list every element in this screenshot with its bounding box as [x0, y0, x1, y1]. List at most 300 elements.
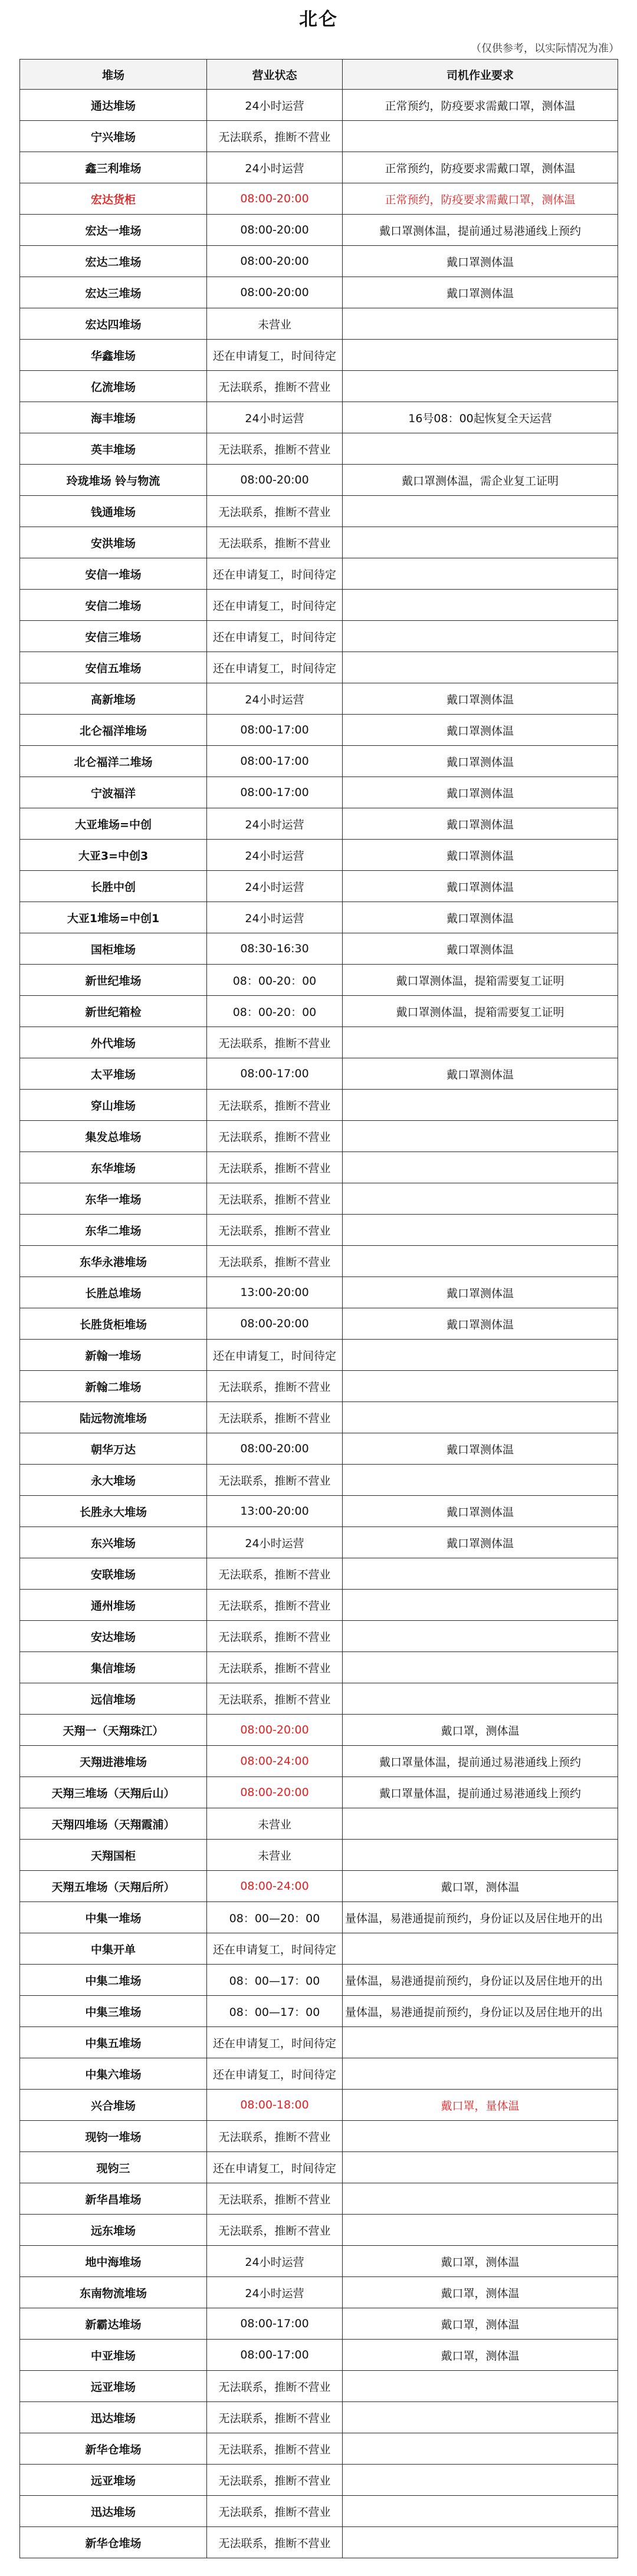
yard-name-cell: 北仑福洋堆场 — [20, 715, 207, 746]
requirement-cell — [343, 1027, 618, 1058]
requirement-cell — [343, 1621, 618, 1652]
requirement-cell — [343, 1371, 618, 1402]
requirement-cell — [343, 2371, 618, 2402]
requirement-cell — [343, 2183, 618, 2215]
table-row — [20, 2433, 618, 2465]
yard-name-cell: 大亚堆场=中创 — [20, 808, 207, 840]
requirement-cell: 戴口罩，测体温 — [343, 2246, 618, 2277]
yard-name-cell: 远亚堆场 — [20, 2465, 207, 2496]
requirement-cell — [343, 2027, 618, 2058]
status-cell: 无法联系，推断不营业 — [207, 121, 343, 152]
table-row — [20, 1558, 618, 1590]
requirement-cell — [343, 121, 618, 152]
requirement-cell — [343, 1590, 618, 1621]
table-row — [20, 1683, 618, 1715]
table-row — [20, 246, 618, 277]
status-cell: 08:00-20:00 — [207, 1777, 343, 1808]
requirement-cell: 戴口罩测体温 — [343, 777, 618, 808]
yard-name-cell: 天翔一（天翔珠江） — [20, 1715, 207, 1746]
requirement-cell: 量体温，易港通提前预约，身份证以及居住地开的出 — [343, 1996, 618, 2027]
yard-name-cell: 新世纪堆场 — [20, 965, 207, 996]
table-row — [20, 1371, 618, 1402]
table-row — [20, 2340, 618, 2371]
status-cell: 无法联系，推断不营业 — [207, 1683, 343, 1715]
yard-name-cell: 新华仓堆场 — [20, 2433, 207, 2465]
status-cell: 08:00-17:00 — [207, 746, 343, 777]
requirement-cell: 戴口罩测体温 — [343, 1527, 618, 1558]
requirement-cell — [343, 2215, 618, 2246]
table-row — [20, 1340, 618, 1371]
table-row — [20, 683, 618, 715]
yard-name-cell: 中集五堆场 — [20, 2027, 207, 2058]
table-row — [20, 371, 618, 402]
status-cell: 08:00-17:00 — [207, 1058, 343, 1090]
status-cell: 还在申请复工，时间待定 — [207, 1340, 343, 1371]
table-row — [20, 152, 618, 183]
status-cell: 无法联系，推断不营业 — [207, 1027, 343, 1058]
yard-name-cell: 中集三堆场 — [20, 1996, 207, 2027]
yard-name-cell: 东华一堆场 — [20, 1183, 207, 1215]
yard-name-cell: 安达堆场 — [20, 1621, 207, 1652]
status-cell: 08:00-24:00 — [207, 1871, 343, 1902]
table-row — [20, 652, 618, 683]
table-row — [20, 1871, 618, 1902]
status-cell: 还在申请复工，时间待定 — [207, 1933, 343, 1965]
yard-name-cell: 中集开单 — [20, 1933, 207, 1965]
table-row — [20, 2308, 618, 2340]
status-cell: 08：00-20：00 — [207, 996, 343, 1027]
table-row — [20, 2027, 618, 2058]
status-cell: 无法联系，推断不营业 — [207, 1590, 343, 1621]
table-row — [20, 1402, 618, 1433]
table-row — [20, 2246, 618, 2277]
yard-name-cell: 宏达一堆场 — [20, 215, 207, 246]
yard-name-cell: 太平堆场 — [20, 1058, 207, 1090]
yard-name-cell: 安洪堆场 — [20, 527, 207, 558]
yard-name-cell: 新霸达堆场 — [20, 2308, 207, 2340]
yard-name-cell: 国柜堆场 — [20, 933, 207, 965]
table-row — [20, 527, 618, 558]
yard-name-cell: 宏达三堆场 — [20, 277, 207, 308]
status-cell: 08:00-17:00 — [207, 2340, 343, 2371]
yard-name-cell: 天翔三堆场（天翔后山） — [20, 1777, 207, 1808]
yard-name-cell: 宏达二堆场 — [20, 246, 207, 277]
yard-name-cell: 天翔进港堆场 — [20, 1746, 207, 1777]
table-row — [20, 1965, 618, 1996]
requirement-cell: 戴口罩测体温 — [343, 1308, 618, 1340]
yard-name-cell: 新华昌堆场 — [20, 2183, 207, 2215]
requirement-cell — [343, 2496, 618, 2527]
table-body — [20, 90, 618, 2558]
yard-name-cell: 东华永港堆场 — [20, 1246, 207, 1277]
table-row — [20, 402, 618, 433]
requirement-cell — [343, 1840, 618, 1871]
status-cell: 未营业 — [207, 1840, 343, 1871]
status-cell: 08:00-20:00 — [207, 277, 343, 308]
yard-name-cell: 钱通堆场 — [20, 496, 207, 527]
status-cell: 08:00-20:00 — [207, 1308, 343, 1340]
status-cell: 无法联系，推断不营业 — [207, 1183, 343, 1215]
status-cell: 还在申请复工，时间待定 — [207, 340, 343, 371]
requirement-cell — [343, 308, 618, 340]
requirement-cell — [343, 2402, 618, 2433]
yard-name-cell: 迅达堆场 — [20, 2496, 207, 2527]
requirement-cell: 戴口罩测体温 — [343, 871, 618, 902]
table-row — [20, 2527, 618, 2558]
table-row — [20, 965, 618, 996]
table-row — [20, 808, 618, 840]
yard-name-cell: 天翔四堆场（天翔霞浦） — [20, 1808, 207, 1840]
status-cell: 无法联系，推断不营业 — [207, 1121, 343, 1152]
yard-name-cell: 中集一堆场 — [20, 1902, 207, 1933]
status-cell: 无法联系，推断不营业 — [207, 2183, 343, 2215]
requirement-cell — [343, 1215, 618, 1246]
status-cell: 无法联系，推断不营业 — [207, 371, 343, 402]
table-row — [20, 1246, 618, 1277]
status-cell: 无法联系，推断不营业 — [207, 433, 343, 465]
requirement-cell — [343, 1090, 618, 1121]
status-cell: 无法联系，推断不营业 — [207, 2465, 343, 2496]
yard-name-cell: 中集六堆场 — [20, 2058, 207, 2090]
yard-name-cell: 集发总堆场 — [20, 1121, 207, 1152]
table-row — [20, 121, 618, 152]
table-row — [20, 496, 618, 527]
requirement-cell — [343, 1402, 618, 1433]
table-row — [20, 902, 618, 933]
table-row — [20, 1777, 618, 1808]
yard-name-cell: 长胜永大堆场 — [20, 1496, 207, 1527]
yard-name-cell: 兴合堆场 — [20, 2090, 207, 2121]
status-cell: 无法联系，推断不营业 — [207, 1090, 343, 1121]
yard-name-cell: 华鑫堆场 — [20, 340, 207, 371]
table-row — [20, 1746, 618, 1777]
table-row — [20, 1121, 618, 1152]
status-cell: 无法联系，推断不营业 — [207, 2527, 343, 2558]
requirement-cell — [343, 2058, 618, 2090]
table-row — [20, 746, 618, 777]
status-cell: 24小时运营 — [207, 152, 343, 183]
requirement-cell — [343, 1340, 618, 1371]
yard-name-cell: 安信三堆场 — [20, 621, 207, 652]
status-cell: 未营业 — [207, 308, 343, 340]
yard-name-cell: 安信二堆场 — [20, 590, 207, 621]
status-cell: 08：00—17：00 — [207, 1996, 343, 2027]
status-cell: 24小时运营 — [207, 808, 343, 840]
status-cell: 无法联系，推断不营业 — [207, 1246, 343, 1277]
requirement-cell — [343, 2152, 618, 2183]
status-cell: 08:00-20:00 — [207, 1715, 343, 1746]
status-cell: 还在申请复工，时间待定 — [207, 2058, 343, 2090]
yard-name-cell: 东华二堆场 — [20, 1215, 207, 1246]
table-row — [20, 215, 618, 246]
table-row — [20, 1840, 618, 1871]
page-title: 北仑 — [299, 9, 338, 30]
requirement-cell — [343, 2121, 618, 2152]
table-row — [20, 933, 618, 965]
table-row — [20, 308, 618, 340]
status-cell: 08:00-20:00 — [207, 183, 343, 215]
yard-name-cell: 长胜总堆场 — [20, 1277, 207, 1308]
header-requirement: 司机作业要求 — [343, 60, 618, 90]
yard-name-cell: 新翰一堆场 — [20, 1340, 207, 1371]
table-row — [20, 2496, 618, 2527]
table-row — [20, 996, 618, 1027]
requirement-cell: 正常预约，防疫要求需戴口罩，测体温 — [343, 90, 618, 121]
table-row — [20, 1465, 618, 1496]
status-cell: 无法联系，推断不营业 — [207, 1465, 343, 1496]
status-cell: 无法联系，推断不营业 — [207, 1152, 343, 1183]
yard-name-cell: 宏达四堆场 — [20, 308, 207, 340]
table-row — [20, 1027, 618, 1058]
requirement-cell — [343, 433, 618, 465]
requirement-cell — [343, 1246, 618, 1277]
yard-name-cell: 外代堆场 — [20, 1027, 207, 1058]
status-cell: 08:00-20:00 — [207, 1433, 343, 1465]
status-cell: 无法联系，推断不营业 — [207, 2402, 343, 2433]
status-cell: 08：00-20：00 — [207, 965, 343, 996]
requirement-cell: 正常预约，防疫要求需戴口罩，测体温 — [343, 183, 618, 215]
requirement-cell: 正常预约，防疫要求需戴口罩，测体温 — [343, 152, 618, 183]
yard-name-cell: 中亚堆场 — [20, 2340, 207, 2371]
requirement-cell: 16号08：00起恢复全天运营 — [343, 402, 618, 433]
yard-name-cell: 大亚1堆场=中创1 — [20, 902, 207, 933]
table-row — [20, 340, 618, 371]
table-row — [20, 1996, 618, 2027]
status-cell: 无法联系，推断不营业 — [207, 2496, 343, 2527]
requirement-cell: 戴口罩，测体温 — [343, 2340, 618, 2371]
table-row — [20, 590, 618, 621]
status-cell: 无法联系，推断不营业 — [207, 1402, 343, 1433]
disclaimer-note: （仅供参考，以实际情况为准） — [471, 42, 619, 55]
table-row — [20, 1152, 618, 1183]
requirement-cell: 戴口罩测体温 — [343, 683, 618, 715]
status-cell: 08：00—17：00 — [207, 1965, 343, 1996]
status-cell: 24小时运营 — [207, 1527, 343, 1558]
status-cell: 还在申请复工，时间待定 — [207, 621, 343, 652]
status-cell: 08:00-17:00 — [207, 715, 343, 746]
table-row — [20, 2183, 618, 2215]
status-cell: 24小时运营 — [207, 683, 343, 715]
requirement-cell: 戴口罩测体温，提箱需要复工证明 — [343, 996, 618, 1027]
status-cell: 24小时运营 — [207, 840, 343, 871]
table-row — [20, 1277, 618, 1308]
status-cell: 还在申请复工，时间待定 — [207, 2152, 343, 2183]
yard-name-cell: 新翰二堆场 — [20, 1371, 207, 1402]
yard-name-cell: 大亚3=中创3 — [20, 840, 207, 871]
yard-name-cell: 新华仓堆场 — [20, 2527, 207, 2558]
yard-name-cell: 安信五堆场 — [20, 652, 207, 683]
requirement-cell — [343, 496, 618, 527]
table-row — [20, 90, 618, 121]
yard-name-cell: 天翔五堆场（天翔后所） — [20, 1871, 207, 1902]
yard-name-cell: 新世纪箱检 — [20, 996, 207, 1027]
table-row — [20, 433, 618, 465]
yard-name-cell: 集信堆场 — [20, 1652, 207, 1683]
requirement-cell: 戴口罩，测体温 — [343, 2308, 618, 2340]
yard-name-cell: 宁波福洋 — [20, 777, 207, 808]
yard-name-cell: 通达堆场 — [20, 90, 207, 121]
yard-name-cell: 北仑福洋二堆场 — [20, 746, 207, 777]
requirement-cell — [343, 590, 618, 621]
table-row — [20, 1933, 618, 1965]
yard-name-cell: 迅达堆场 — [20, 2402, 207, 2433]
requirement-cell — [343, 621, 618, 652]
requirement-cell — [343, 652, 618, 683]
requirement-cell: 戴口罩，量体温 — [343, 2090, 618, 2121]
table-row — [20, 558, 618, 590]
yard-name-cell: 海丰堆场 — [20, 402, 207, 433]
status-cell: 还在申请复工，时间待定 — [207, 652, 343, 683]
table-header-row — [20, 60, 618, 90]
table-row — [20, 2402, 618, 2433]
requirement-cell: 戴口罩测体温，提箱需要复工证明 — [343, 965, 618, 996]
status-cell: 无法联系，推断不营业 — [207, 2121, 343, 2152]
table-row — [20, 621, 618, 652]
requirement-cell — [343, 1808, 618, 1840]
requirement-cell — [343, 1183, 618, 1215]
status-cell: 13:00-20:00 — [207, 1496, 343, 1527]
table-row — [20, 2090, 618, 2121]
table-row — [20, 465, 618, 496]
yard-status-table — [19, 59, 618, 2558]
status-cell: 无法联系，推断不营业 — [207, 496, 343, 527]
yard-name-cell: 高新堆场 — [20, 683, 207, 715]
status-cell: 还在申请复工，时间待定 — [207, 2027, 343, 2058]
table-row — [20, 1808, 618, 1840]
requirement-cell: 戴口罩测体温 — [343, 746, 618, 777]
status-cell: 无法联系，推断不营业 — [207, 1621, 343, 1652]
yard-name-cell: 通州堆场 — [20, 1590, 207, 1621]
yard-name-cell: 玲珑堆场 铃与物流 — [20, 465, 207, 496]
yard-name-cell: 穿山堆场 — [20, 1090, 207, 1121]
status-cell: 24小时运营 — [207, 2277, 343, 2308]
status-cell: 08:00-20:00 — [207, 246, 343, 277]
table-row — [20, 1496, 618, 1527]
table-row — [20, 1590, 618, 1621]
requirement-cell — [343, 371, 618, 402]
yard-name-cell: 宏达货柜 — [20, 183, 207, 215]
requirement-cell: 戴口罩量体温，提前通过易港通线上预约 — [343, 1777, 618, 1808]
table-row — [20, 1652, 618, 1683]
status-cell: 08:00-18:00 — [207, 2090, 343, 2121]
requirement-cell — [343, 558, 618, 590]
yard-name-cell: 远东堆场 — [20, 2215, 207, 2246]
requirement-cell: 戴口罩量体温，提前通过易港通线上预约 — [343, 1746, 618, 1777]
table-row — [20, 2152, 618, 2183]
status-cell: 24小时运营 — [207, 90, 343, 121]
table-row — [20, 1715, 618, 1746]
requirement-cell: 量体温，易港通提前预约，身份证以及居住地开的出 — [343, 1902, 618, 1933]
status-cell: 无法联系，推断不营业 — [207, 527, 343, 558]
status-cell: 08:00-17:00 — [207, 2308, 343, 2340]
yard-name-cell: 现钧一堆场 — [20, 2121, 207, 2152]
requirement-cell — [343, 1121, 618, 1152]
requirement-cell: 戴口罩测体温 — [343, 902, 618, 933]
requirement-cell — [343, 1558, 618, 1590]
yard-name-cell: 陆远物流堆场 — [20, 1402, 207, 1433]
table-row — [20, 715, 618, 746]
status-cell: 08:00-20:00 — [207, 465, 343, 496]
requirement-cell: 戴口罩测体温 — [343, 1433, 618, 1465]
header-yard: 堆场 — [20, 60, 207, 90]
table-row — [20, 2465, 618, 2496]
status-cell: 08:00-17:00 — [207, 777, 343, 808]
yard-name-cell: 安信一堆场 — [20, 558, 207, 590]
table-row — [20, 1433, 618, 1465]
requirement-cell — [343, 1652, 618, 1683]
requirement-cell: 戴口罩测体温 — [343, 1058, 618, 1090]
requirement-cell: 戴口罩，测体温 — [343, 1871, 618, 1902]
yard-name-cell: 地中海堆场 — [20, 2246, 207, 2277]
requirement-cell — [343, 1683, 618, 1715]
requirement-cell: 戴口罩，测体温 — [343, 1715, 618, 1746]
table-row — [20, 1902, 618, 1933]
table-row — [20, 2215, 618, 2246]
yard-name-cell: 英丰堆场 — [20, 433, 207, 465]
requirement-cell — [343, 2527, 618, 2558]
table-row — [20, 871, 618, 902]
table-row — [20, 1527, 618, 1558]
yard-name-cell: 亿流堆场 — [20, 371, 207, 402]
yard-name-cell: 永大堆场 — [20, 1465, 207, 1496]
requirement-cell: 戴口罩测体温 — [343, 1277, 618, 1308]
requirement-cell — [343, 1465, 618, 1496]
requirement-cell — [343, 2465, 618, 2496]
yard-name-cell: 远信堆场 — [20, 1683, 207, 1715]
status-cell: 未营业 — [207, 1808, 343, 1840]
yard-name-cell: 远亚堆场 — [20, 2371, 207, 2402]
yard-name-cell: 现钧三 — [20, 2152, 207, 2183]
status-cell: 08:00-20:00 — [207, 215, 343, 246]
table-row — [20, 1215, 618, 1246]
requirement-cell: 戴口罩测体温 — [343, 808, 618, 840]
requirement-cell: 量体温，易港通提前预约，身份证以及居住地开的出 — [343, 1965, 618, 1996]
requirement-cell — [343, 527, 618, 558]
status-cell: 无法联系，推断不营业 — [207, 1558, 343, 1590]
table-row — [20, 2121, 618, 2152]
yard-name-cell: 长胜中创 — [20, 871, 207, 902]
status-cell: 无法联系，推断不营业 — [207, 2371, 343, 2402]
yard-name-cell: 长胜货柜堆场 — [20, 1308, 207, 1340]
requirement-cell: 戴口罩，测体温 — [343, 2277, 618, 2308]
requirement-cell: 戴口罩测体温 — [343, 933, 618, 965]
status-cell: 24小时运营 — [207, 871, 343, 902]
table-row — [20, 1308, 618, 1340]
table-row — [20, 1621, 618, 1652]
table-row — [20, 2371, 618, 2402]
status-cell: 24小时运营 — [207, 2246, 343, 2277]
header-status: 营业状态 — [207, 60, 343, 90]
requirement-cell — [343, 340, 618, 371]
table-row — [20, 777, 618, 808]
status-cell: 无法联系，推断不营业 — [207, 1215, 343, 1246]
status-cell: 08:00-24:00 — [207, 1746, 343, 1777]
table-row — [20, 840, 618, 871]
status-cell: 08:30-16:30 — [207, 933, 343, 965]
yard-name-cell: 东华堆场 — [20, 1152, 207, 1183]
requirement-cell: 戴口罩测体温，提前通过易港通线上预约 — [343, 215, 618, 246]
status-cell: 无法联系，推断不营业 — [207, 1652, 343, 1683]
table-row — [20, 277, 618, 308]
table-row — [20, 2058, 618, 2090]
status-cell: 24小时运营 — [207, 902, 343, 933]
requirement-cell: 戴口罩测体温 — [343, 277, 618, 308]
requirement-cell: 戴口罩测体温，需企业复工证明 — [343, 465, 618, 496]
status-cell: 还在申请复工，时间待定 — [207, 558, 343, 590]
yard-name-cell: 天翔国柜 — [20, 1840, 207, 1871]
table-row — [20, 183, 618, 215]
yard-name-cell: 朝华万达 — [20, 1433, 207, 1465]
